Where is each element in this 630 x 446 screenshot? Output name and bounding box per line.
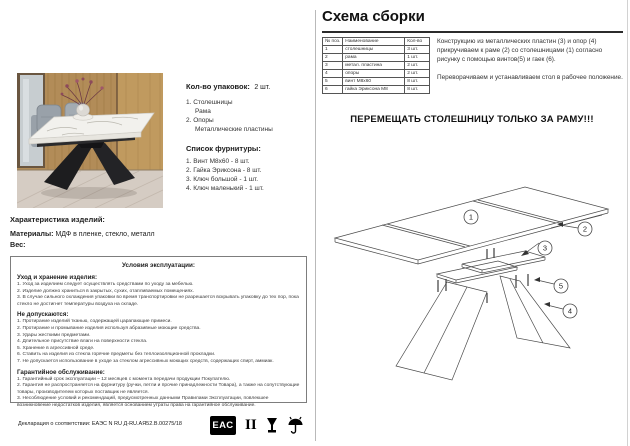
list-item: Рама (195, 108, 211, 115)
materials-line (10, 229, 310, 238)
col-header: № поз. (323, 38, 343, 46)
tabletop-part (335, 187, 608, 264)
metal-plates (437, 251, 545, 283)
hardware-list-title: Список фурнитуры: (186, 144, 261, 153)
table-header-row (323, 38, 430, 46)
not-allowed-line: 2. Протирание и промывание изделия используя абразивные моющие средства. (17, 325, 201, 331)
materials-value: МДФ в пленке, стекло, металл (55, 231, 155, 238)
certification-marks (210, 413, 306, 437)
table-row: 5 винт М8х60 8 шт. (323, 78, 430, 86)
conditions-title: Условия эксплуатации: (122, 262, 195, 269)
package-count-value: 2 шт. (254, 84, 271, 91)
support-legs (396, 276, 573, 380)
list-item: Металлические пластины (195, 126, 273, 133)
roman-two-icon: II (245, 416, 257, 433)
list-item: 1. Столешницы (186, 99, 233, 106)
table-row: 6 гайка Эриксона М8 8 шт. (323, 86, 430, 94)
warranty-line: 2. Гарантия не распространяется на фурнитуру (ручки, петли и прочие принадлежности Товара), а также на сопутствующие товары, производителем которых поставщик не является. (17, 383, 300, 395)
package-count-label: Кол-во упаковок: (186, 82, 250, 91)
care-line: 1. Уход за изделием следует осуществлять средствами по уходу за мебелью. (17, 282, 194, 287)
table-row: 4 опоры 2 шт. (323, 70, 430, 78)
table-row: 3 метал. пластина 2 шт. (323, 62, 430, 70)
not-allowed-heading: Не допускаются: (17, 311, 69, 319)
parts-table (322, 37, 430, 94)
callout-1-label: 1 (468, 212, 474, 222)
handling-warning: ПЕРЕМЕЩАТЬ СТОЛЕШНИЦУ ТОЛЬКО ЗА РАМУ!!! (350, 114, 594, 125)
not-allowed-line: 3. Удары жесткими предметами. (17, 332, 91, 338)
care-heading: Уход и хранение изделия: (17, 274, 98, 281)
conditions-box (10, 256, 307, 408)
callout-3-label: 3 (542, 243, 548, 253)
care-line: 2. Изделие должно храниться в закрытых, сухих, отапливаемых помещениях. (17, 288, 194, 294)
list-item: 2. Опоры (186, 117, 214, 124)
callout-arrows (524, 225, 578, 309)
page-right-edge (627, 0, 628, 446)
col-header: Наименование (343, 38, 405, 46)
instruction-paragraph: Переворачиваем и устанавливаем стол в рабочее положение. (437, 74, 623, 81)
package-contents-list (186, 98, 312, 134)
warranty-line: 1. Гарантийный срок эксплуатации – 12 месяцев с момента передачи продукции Покупателю. (17, 376, 231, 382)
list-item: 3. Ключ большой - 1 шт. (186, 176, 259, 183)
callout-4-label: 4 (567, 306, 573, 316)
warranty-line: 3. Несоблюдение условий и рекомендаций, предусмотренных данными Правилами Эксплуатации, повлекшее возникновение недостатков изделия, является основанием утраты права на гарантийное обслуживание. (17, 396, 269, 408)
fragile-glass-icon (266, 417, 278, 434)
table-row: 1 столешницы 3 шт. (323, 46, 430, 54)
not-allowed-line: 7. Не допускается использование в уходе за стеклом агрессивных моющих средств, содержащих спирт, аммиак. (17, 358, 274, 364)
package-count-line (186, 76, 312, 94)
instruction-paragraph: Конструкцию из металлических пластин (3) и опор (4) прикручиваем к раме (2) со столешницами (1) согласно рисунку с помощью винтов(5) и гаек (6). (437, 38, 603, 63)
not-allowed-line: 5. Хранение в агрессивной среде. (17, 345, 95, 351)
keep-dry-icon (287, 416, 304, 435)
assembly-instructions (437, 37, 625, 82)
callout-5-label: 5 (558, 281, 564, 291)
warranty-heading: Гарантийное обслуживание: (17, 368, 105, 376)
table-row: 2 рама 1 шт. (323, 54, 430, 62)
weight-label: Вес: (10, 240, 26, 249)
page-title: Схема сборки (322, 8, 425, 25)
characteristics-title: Характеристика изделий: (10, 215, 105, 224)
list-item: 1. Винт М8х60 - 8 шт. (186, 158, 250, 165)
list-item: 2. Гайка Эриксона - 8 шт. (186, 167, 262, 174)
care-line: 3. В случае сильного охлаждения упаковки во время транспортировки не разрешается вскрывать упаковку до тех пор, пока стекло не достигнет температуры воздуха на складе. (17, 295, 299, 307)
eac-mark-icon: ЕАС (210, 416, 236, 435)
materials-label: Материалы: (10, 229, 54, 238)
title-underline (322, 31, 623, 33)
not-allowed-line: 6. Ставить на изделия из стекла горячие предметы без теплоизоляционной прокладки. (17, 352, 216, 358)
declaration-text: Декларация о соответствии: ЕАЭС N RU Д-RU.АЯ52.В.00275/18 (18, 421, 182, 427)
product-photo (17, 73, 163, 208)
not-allowed-line: 1. Протирание изделий тканью, содержащей царапающие примеси. (17, 319, 172, 325)
package-info (186, 76, 312, 193)
screws (438, 248, 528, 303)
callout-2-label: 2 (582, 224, 588, 234)
col-header: Кол-во (405, 38, 430, 46)
characteristics-block (10, 215, 310, 249)
hardware-list (186, 157, 312, 193)
column-divider (315, 10, 316, 441)
not-allowed-line: 4. Длительное присутствие влаги на поверхности стекла. (17, 339, 148, 345)
list-item: 4. Ключ маленький - 1 шт. (186, 185, 264, 192)
assembly-diagram (325, 180, 625, 425)
